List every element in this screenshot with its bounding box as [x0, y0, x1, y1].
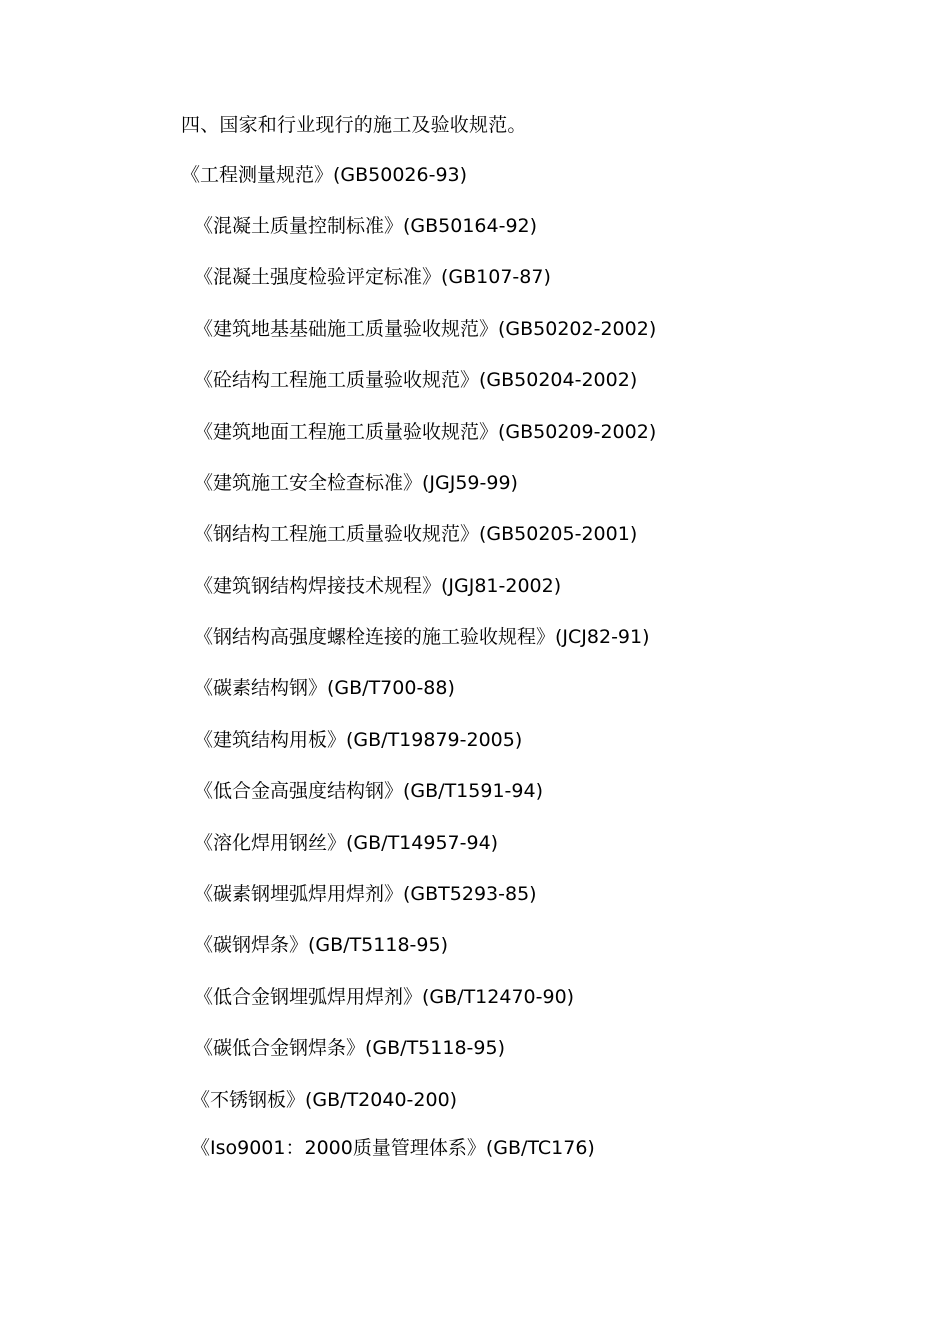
- standard-item: 《碳低合金钢焊条》(GB/T5118-95): [194, 1037, 505, 1059]
- standard-item: 《建筑钢结构焊接技术规程》(JGJ81-2002): [194, 575, 562, 597]
- standard-item: 《建筑地基基础施工质量验收规范》(GB50202-2002): [194, 318, 657, 340]
- standard-item: 《碳钢焊条》(GB/T5118-95): [194, 934, 448, 956]
- standard-item: 《砼结构工程施工质量验收规范》(GB50204-2002): [194, 369, 638, 391]
- standard-item: 《工程测量规范》(GB50026-93): [181, 164, 468, 186]
- standard-item: 《建筑地面工程施工质量验收规范》(GB50209-2002): [194, 421, 657, 443]
- standard-item: 《Iso9001：2000质量管理体系》(GB/TC176): [191, 1137, 595, 1159]
- section-heading: 四、国家和行业现行的施工及验收规范。: [181, 114, 527, 136]
- standard-item: 《钢结构高强度螺栓连接的施工验收规程》(JCJ82-91): [194, 626, 650, 648]
- standard-item: 《不锈钢板》(GB/T2040-200): [191, 1089, 458, 1111]
- standard-item: 《混凝土质量控制标准》(GB50164-92): [194, 215, 538, 237]
- standard-item: 《碳素钢埋弧焊用焊剂》(GBT5293-85): [194, 883, 537, 905]
- standard-item: 《混凝土强度检验评定标准》(GB107-87): [194, 266, 551, 288]
- standard-item: 《低合金高强度结构钢》(GB/T1591-94): [194, 780, 543, 802]
- standard-item: 《碳素结构钢》(GB/T700-88): [194, 677, 455, 699]
- standard-item: 《钢结构工程施工质量验收规范》(GB50205-2001): [194, 523, 638, 545]
- standard-item: 《溶化焊用钢丝》(GB/T14957-94): [194, 832, 499, 854]
- standard-item: 《低合金钢埋弧焊用焊剂》(GB/T12470-90): [194, 986, 575, 1008]
- standard-item: 《建筑施工安全检查标准》(JGJ59-99): [194, 472, 518, 494]
- standard-item: 《建筑结构用板》(GB/T19879-2005): [194, 729, 523, 751]
